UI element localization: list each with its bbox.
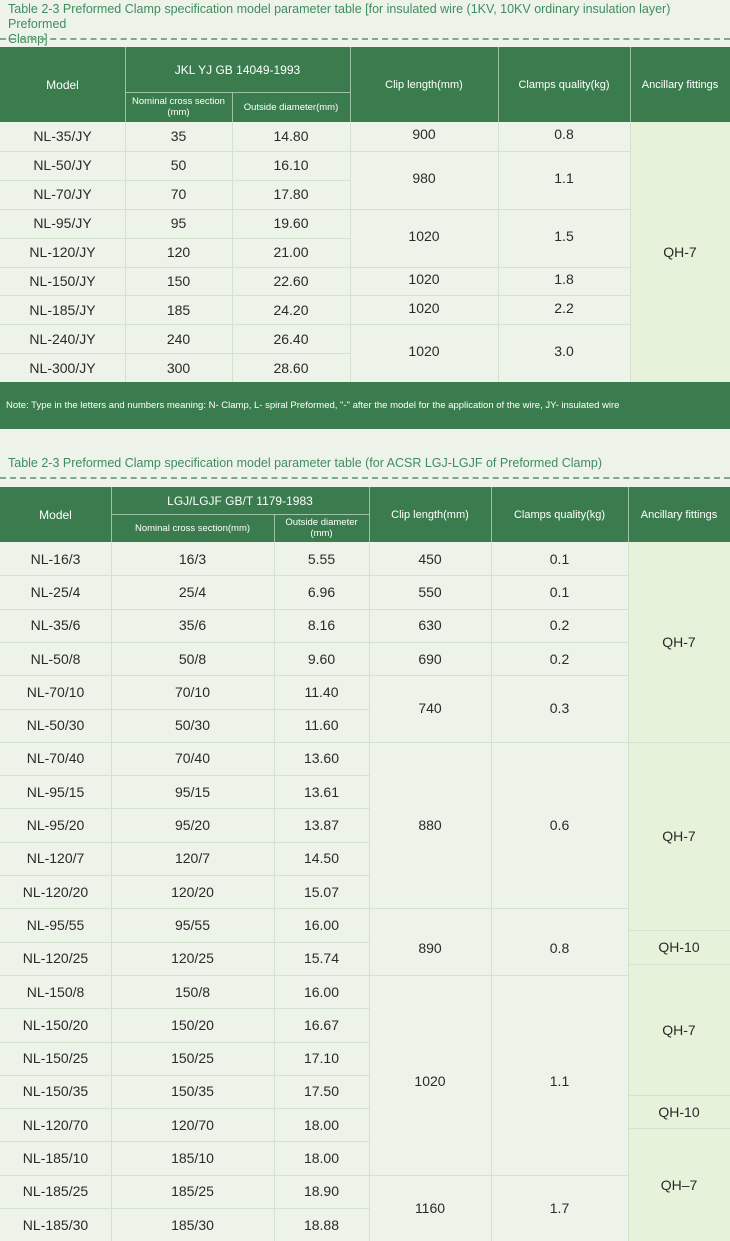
table2-row-sep	[0, 842, 369, 843]
table2-model-cell: NL-120/70	[22, 1116, 89, 1133]
table2-ancillary-sep	[628, 1128, 730, 1129]
table1-quality-cell: 0.8	[554, 126, 574, 143]
table2-outside-cell: 16.67	[303, 1016, 340, 1033]
table2-group-sep	[369, 975, 628, 976]
table1-header-sep	[350, 47, 351, 122]
table2-outside-cell: 5.55	[307, 550, 336, 567]
table2-caption: Table 2-3 Preformed Clamp specification model parameter table (for ACSR LGJ-LGJF of Preformed Clamp)	[8, 456, 602, 470]
table2-group-sep	[369, 575, 628, 576]
table2-nominal-cell: 95/55	[174, 916, 211, 933]
table2-outside-cell: 18.00	[303, 1116, 340, 1133]
table1-outside-cell: 26.40	[273, 330, 309, 347]
table2-model-cell: NL-150/35	[22, 1083, 89, 1100]
table2-clip-cell: 740	[418, 700, 442, 717]
table2-row-sep	[0, 609, 369, 610]
table1-header-standard: JKL YJ GB 14049-1993	[174, 62, 301, 77]
table1-outside-cell: 24.20	[273, 301, 309, 318]
table1-header-sep	[498, 47, 499, 122]
table2-nominal-cell: 50/30	[174, 717, 211, 734]
table2-model-cell: NL-150/8	[26, 983, 85, 1000]
table2-model-cell: NL-185/25	[22, 1183, 89, 1200]
table1-caption-line2: Clamp]	[8, 32, 48, 46]
table2-header-ancillary: Ancillary fittings	[640, 508, 718, 521]
table1-group-sep	[350, 267, 630, 268]
table2-row-sep	[0, 1042, 369, 1043]
table2-clip-cell: 630	[418, 617, 442, 634]
table2-row-sep	[0, 1108, 369, 1109]
table2-group-sep	[369, 609, 628, 610]
table2-outside-cell: 18.88	[303, 1216, 340, 1233]
table1-model-cell: NL-95/JY	[33, 215, 92, 232]
table2-clip-cell: 1020	[414, 1072, 446, 1089]
table1-header-model: Model	[46, 77, 79, 92]
table2-row-sep	[0, 575, 369, 576]
table1-nominal-cell: 50	[170, 157, 187, 174]
table1-nominal-cell: 300	[166, 359, 191, 376]
table1-row-sep	[0, 267, 350, 268]
table1-row-sep	[0, 180, 350, 181]
table1-outside-cell: 28.60	[273, 359, 309, 376]
table2-quality-cell: 0.8	[549, 939, 570, 956]
table2-header-quality: Clamps quality(kg)	[513, 508, 606, 521]
table1-clip-cell: 1020	[408, 227, 440, 244]
table1-header-outside: Outside diameter(mm)	[243, 101, 339, 113]
table2-quality-cell: 1.1	[549, 1072, 570, 1089]
table1-row-sep	[0, 295, 350, 296]
table1-nominal-cell: 120	[166, 244, 191, 261]
table2-nominal-cell: 120/70	[171, 1116, 214, 1133]
table2-outside-cell: 13.60	[303, 750, 340, 767]
table1-header-ancillary: Ancillary fittings	[641, 78, 719, 91]
table2-row-sep	[0, 642, 369, 643]
table2-outside-cell: 9.60	[307, 650, 336, 667]
table2-clip-cell: 880	[418, 817, 442, 834]
table2-row-sep	[0, 1175, 369, 1176]
table2-ancillary-sep	[628, 930, 730, 931]
table2-model-cell: NL-25/4	[30, 583, 81, 600]
table2-row-sep	[0, 1008, 369, 1009]
table1-quality-cell: 1.8	[554, 270, 574, 287]
table1-outside-cell: 14.80	[273, 128, 309, 145]
table1-clip-cell: 1020	[408, 299, 440, 316]
table2-ancillary-value: QH-7	[662, 634, 696, 650]
table2-nominal-cell: 25/4	[178, 583, 207, 600]
table1-clip-cell: 1020	[408, 343, 440, 360]
table2-model-cell: NL-185/30	[22, 1216, 89, 1233]
table2-outside-cell: 17.10	[303, 1050, 340, 1067]
table2-header-sep	[111, 514, 369, 515]
table1-clip-cell: 1020	[408, 270, 440, 287]
table2-nominal-cell: 35/6	[178, 617, 207, 634]
table1-row-sep	[0, 209, 350, 210]
table1-outside-cell: 16.10	[273, 157, 309, 174]
table2-model-cell: NL-150/25	[22, 1050, 89, 1067]
table2-nominal-cell: 16/3	[178, 550, 207, 567]
table2-nominal-cell: 70/40	[174, 750, 211, 767]
table1-caption-line1: Table 2-3 Preformed Clamp specification model parameter table [for insulated wire (1KV, 10KV ordinary insulation layer) Preformed	[8, 2, 671, 31]
table1-nominal-cell: 150	[166, 272, 191, 289]
table2-header-clip: Clip length(mm)	[391, 508, 469, 521]
table2-ancillary-value: QH-10	[658, 939, 700, 955]
table2-outside-cell: 13.61	[303, 783, 340, 800]
table2-nominal-cell: 120/25	[171, 950, 214, 967]
table2-header-standard: LGJ/LGJF GB/T 1179-1983	[167, 493, 313, 508]
table2-ancillary-value: QH-7	[662, 828, 696, 844]
table2-header-nominal: Nominal cross section(mm)	[134, 522, 251, 534]
table2-nominal-cell: 150/20	[171, 1016, 214, 1033]
table2-row-sep	[0, 942, 369, 943]
table1-note: Note: Type in the letters and numbers meaning: N- Clamp, L- spiral Preformed, "-" after the model for the application of the wire, JY- insulated wire	[0, 382, 730, 429]
table1-outside-cell: 22.60	[273, 272, 309, 289]
table2-model-cell: NL-35/6	[30, 617, 81, 634]
table1-model-cell: NL-50/JY	[33, 157, 92, 174]
table1-quality-cell: 2.2	[554, 299, 574, 316]
table1-row-sep	[0, 324, 350, 325]
table1-quality-cell: 3.0	[554, 343, 574, 360]
table2-clip-cell: 450	[418, 550, 442, 567]
table2-caption-divider	[0, 477, 730, 479]
table2-nominal-cell: 150/8	[174, 983, 211, 1000]
table2-nominal-cell: 95/20	[174, 817, 211, 834]
table1-header-quality: Clamps quality(kg)	[518, 78, 610, 91]
table2-quality-cell: 0.6	[549, 817, 570, 834]
table2-row-sep	[0, 1075, 369, 1076]
table1-caption-divider	[0, 38, 730, 40]
table2-model-cell: NL-95/15	[26, 783, 85, 800]
table2-clip-cell: 1160	[414, 1199, 446, 1216]
table2-header-outside: Outside diameter (mm)	[285, 517, 358, 539]
table2-nominal-cell: 185/10	[171, 1150, 214, 1167]
table1-group-sep	[350, 209, 630, 210]
table2-outside-cell: 11.60	[304, 717, 339, 734]
table1-caption	[8, 2, 728, 47]
table1-nominal-cell: 240	[166, 330, 191, 347]
table2-ancillary-sep	[628, 742, 730, 743]
table2-ancillary-sep	[628, 1095, 730, 1096]
table2-outside-cell: 15.74	[303, 950, 340, 967]
table2-row-sep	[0, 775, 369, 776]
table2-outside-cell: 16.00	[303, 916, 340, 933]
table2-model-cell: NL-70/10	[26, 683, 85, 700]
table2-quality-cell: 0.1	[549, 550, 570, 567]
table1-group-sep	[350, 295, 630, 296]
table1-header-clip: Clip length(mm)	[385, 78, 463, 91]
table2-nominal-cell: 150/25	[171, 1050, 214, 1067]
table1-model-cell: NL-120/JY	[29, 244, 96, 261]
table1-header	[0, 47, 730, 122]
table1-row-sep	[0, 353, 350, 354]
table1-group-sep	[350, 151, 630, 152]
table2-model-cell: NL-185/10	[22, 1150, 89, 1167]
table2-model-cell: NL-95/55	[26, 916, 85, 933]
table2-header-sep	[628, 487, 629, 542]
table2-model-cell: NL-120/20	[22, 883, 89, 900]
table1-group-sep	[350, 324, 630, 325]
table2-row-sep	[0, 808, 369, 809]
table2-group-sep	[369, 742, 628, 743]
table1-row-sep	[0, 238, 350, 239]
table1-outside-cell: 19.60	[273, 215, 309, 232]
table1-body	[0, 122, 730, 382]
table1-row-sep	[0, 151, 350, 152]
table1-model-cell: NL-240/JY	[29, 330, 96, 347]
table2-nominal-cell: 70/10	[174, 683, 211, 700]
table1-nominal-cell: 35	[170, 128, 187, 145]
table2-header-model: Model	[39, 507, 72, 522]
table1-model-cell: NL-185/JY	[29, 301, 96, 318]
table1-nominal-cell: 95	[170, 215, 187, 232]
table1-header-sep	[630, 47, 631, 122]
table2-body	[0, 542, 730, 1241]
table1-model-cell: NL-35/JY	[33, 128, 92, 145]
table2-outside-cell: 18.00	[303, 1150, 340, 1167]
table2-row-sep	[0, 709, 369, 710]
table2-outside-cell: 14.50	[303, 850, 340, 867]
table2-group-sep	[369, 675, 628, 676]
table2-group-sep	[369, 1175, 628, 1176]
table2-ancillary-value: QH-10	[658, 1103, 700, 1120]
table1-header-sep	[125, 47, 126, 122]
table2-quality-cell: 0.2	[549, 617, 570, 634]
table2-outside-cell: 15.07	[303, 883, 340, 900]
table1-outside-cell: 17.80	[273, 186, 309, 203]
table2-ancillary-value: QH-7	[662, 1021, 696, 1038]
table2-nominal-cell: 185/30	[171, 1216, 214, 1233]
table2-nominal-cell: 50/8	[178, 650, 207, 667]
table2-outside-cell: 13.87	[303, 817, 340, 834]
table1-outside-cell: 21.00	[273, 244, 309, 261]
table2-row-sep	[0, 1208, 369, 1209]
table2-row-sep	[0, 975, 369, 976]
table2-clip-cell: 550	[418, 583, 442, 600]
table2-outside-cell: 6.96	[307, 583, 336, 600]
table2-nominal-cell: 95/15	[174, 783, 211, 800]
table1-header-sep	[125, 92, 350, 93]
table2-ancillary-value: QH–7	[660, 1176, 698, 1193]
table1-clip-cell: 900	[412, 126, 436, 143]
table1-quality-cell: 1.5	[554, 227, 574, 244]
table2-model-cell: NL-150/20	[22, 1016, 89, 1033]
table2-outside-cell: 17.50	[303, 1083, 340, 1100]
table1-header-nominal: Nominal cross section (mm)	[132, 96, 225, 118]
table2-header	[0, 487, 730, 542]
table2-nominal-cell: 120/20	[171, 883, 214, 900]
table1-clip-cell: 980	[412, 169, 436, 186]
table2-nominal-cell: 185/25	[171, 1183, 214, 1200]
table2-header-sep	[369, 487, 370, 542]
table2-quality-cell: 0.3	[549, 700, 570, 717]
table1-quality-cell: 1.1	[554, 169, 574, 186]
table2-row-sep	[0, 875, 369, 876]
table1-header-sep	[232, 92, 233, 122]
table2-outside-cell: 16.00	[303, 983, 340, 1000]
table2-model-cell: NL-16/3	[30, 550, 81, 567]
table2-outside-cell: 18.90	[303, 1183, 340, 1200]
table2-outside-cell: 11.40	[304, 683, 339, 700]
table2-row-sep	[0, 908, 369, 909]
table2-header-sep	[274, 514, 275, 542]
table2-quality-cell: 1.7	[549, 1199, 570, 1216]
table2-model-cell: NL-120/7	[26, 850, 85, 867]
table1-ancillary-value: QH-7	[663, 244, 697, 260]
table2-model-cell: NL-50/8	[30, 650, 81, 667]
table1-model-cell: NL-150/JY	[29, 272, 96, 289]
table2-model-cell: NL-70/40	[26, 750, 85, 767]
table2-header-sep	[491, 487, 492, 542]
table1-model-cell: NL-300/JY	[29, 359, 96, 376]
table2-row-sep	[0, 675, 369, 676]
table2-row-sep	[0, 742, 369, 743]
table2-nominal-cell: 150/35	[171, 1083, 214, 1100]
table2-group-sep	[369, 908, 628, 909]
table2-quality-cell: 0.1	[549, 583, 570, 600]
table2-model-cell: NL-95/20	[26, 817, 85, 834]
table2-model-cell: NL-50/30	[26, 717, 85, 734]
table2-model-cell: NL-120/25	[22, 950, 89, 967]
table2-nominal-cell: 120/7	[174, 850, 211, 867]
table1-nominal-cell: 185	[166, 301, 191, 318]
table1-nominal-cell: 70	[170, 186, 187, 203]
table2-clip-cell: 690	[418, 650, 442, 667]
table2-ancillary-sep	[628, 964, 730, 965]
table2-group-sep	[369, 642, 628, 643]
table2-clip-cell: 890	[418, 939, 442, 956]
table2-row-sep	[0, 1141, 369, 1142]
table2-outside-cell: 8.16	[307, 617, 336, 634]
table1-model-cell: NL-70/JY	[33, 186, 92, 203]
table2-quality-cell: 0.2	[549, 650, 570, 667]
